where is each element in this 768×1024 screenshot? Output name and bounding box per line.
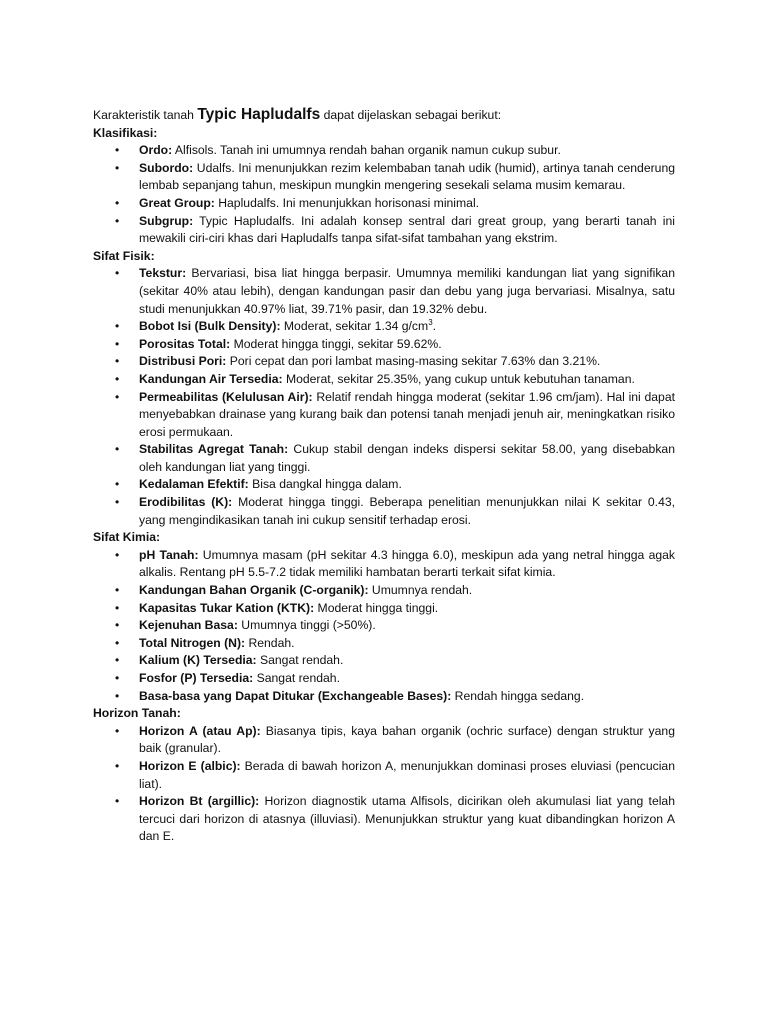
bullet-icon: • — [115, 547, 120, 562]
item-term: Erodibilitas (K): — [139, 495, 233, 510]
item-text: Moderat hingga tinggi, sekitar 59.62%. — [230, 336, 442, 351]
list-item — [93, 600, 675, 618]
list-item — [93, 336, 675, 354]
item-text: Relatif rendah hingga moderat (sekitar 1.96 cm/jam). Hal ini dapat menyebabkan drainase yang kurang baik dan potensi tanah menjadi jenuh air, meningkatkan risiko erosi permukaan. — [139, 389, 675, 439]
item-term: Horizon Bt (argillic): — [139, 794, 260, 809]
list-item — [93, 617, 675, 635]
bullet-icon: • — [115, 143, 120, 158]
item-term: Subgrup: — [139, 213, 194, 228]
bullet-icon: • — [115, 671, 120, 685]
list-item — [93, 476, 675, 494]
item-text: Sangat rendah. — [253, 671, 340, 685]
list-item — [93, 371, 675, 389]
list-item — [93, 353, 675, 371]
item-term: Basa-basa yang Dapat Ditukar (Exchangeable Bases): — [139, 688, 452, 703]
list-item — [93, 142, 675, 160]
item-text: Udalfs. Ini menunjukkan rezim kelembaban tanah udik (humid), artinya tanah cenderung lembab sepanjang tahun, meskipun mungkin mengering sesekali selama musim kemarau. — [139, 160, 675, 193]
item-term: Permeabilitas (Kelulusan Air): — [139, 389, 313, 404]
bullet-list — [93, 723, 675, 846]
list-item — [93, 318, 675, 336]
bullet-icon: • — [115, 495, 120, 510]
bullet-icon: • — [115, 266, 120, 281]
item-superscript: 3 — [428, 318, 433, 328]
list-item — [93, 758, 675, 793]
item-term: Kejenuhan Basa: — [139, 618, 238, 633]
section-title: Horizon Tanah: — [93, 706, 181, 721]
bullet-icon: • — [115, 794, 120, 809]
bullet-icon: • — [115, 653, 120, 668]
list-item — [93, 652, 675, 670]
item-text: Pori cepat dan pori lambat masing-masing sekitar 7.63% dan 3.21%. — [226, 354, 601, 369]
bullet-icon: • — [115, 688, 120, 703]
list-item — [93, 213, 675, 248]
bullet-icon: • — [115, 600, 120, 615]
intro-before: Karakteristik tanah — [93, 108, 198, 122]
list-item — [93, 494, 675, 529]
bullet-icon: • — [115, 336, 120, 351]
item-term: Kedalaman Efektif: — [139, 477, 249, 492]
item-text: Moderat, sekitar 25.35%, yang cukup untuk kebutuhan tanaman. — [282, 371, 635, 386]
bullet-icon: • — [115, 319, 120, 334]
bullet-list — [93, 142, 675, 248]
item-text: Rendah. — [245, 635, 295, 650]
bullet-icon: • — [115, 618, 120, 633]
list-item — [93, 793, 675, 846]
list-item — [93, 635, 675, 653]
item-term: Subordo: — [139, 160, 194, 175]
item-term: Fosfor (P) Tersedia: — [139, 671, 254, 685]
item-term: Horizon E (albic): — [139, 758, 241, 773]
list-item — [93, 195, 675, 213]
item-text: Cukup stabil dengan indeks dispersi sekitar 58.00, yang disebabkan oleh kandungan liat yang tinggi. — [139, 442, 675, 474]
item-term: Ordo: — [139, 143, 173, 158]
list-item — [93, 723, 675, 758]
bullet-icon: • — [115, 583, 120, 598]
section-title: Klasifikasi: — [93, 125, 158, 140]
item-text: Moderat hingga tinggi. — [314, 600, 439, 615]
item-text: Bervariasi, bisa liat hingga berpasir. Umumnya memiliki kandungan liat yang signifikan (sekitar 40% atau lebih), dengan kandungan pasir dan debu yang juga bervariasi. Misalnya, satu studi menunjukkan 40.97% liat, 39.71% pasir, dan 19.32% debu. — [139, 266, 675, 316]
sections-container — [93, 125, 675, 846]
intro-paragraph — [93, 106, 675, 125]
list-item — [93, 160, 675, 195]
item-text: Umumnya tinggi (>50%). — [237, 618, 376, 633]
item-term: Great Group: — [139, 195, 215, 210]
item-text: Horizon diagnostik utama Alfisols, dicirikan oleh akumulasi liat yang telah tercuci dari horizon di atasnya (illuviasi). Menunjukkan struktur yang kuat dibandingkan horizon A dan E. — [139, 794, 675, 844]
item-text: Moderat hingga tinggi. Beberapa penelitian menunjukkan nilai K sekitar 0.43, yang mengindikasikan tanah ini cukup sensitif terhadap erosi. — [139, 495, 676, 527]
bullet-icon: • — [115, 195, 120, 210]
item-text: Biasanya tipis, kaya bahan organik (ochric surface) dengan struktur yang baik (granular). — [139, 723, 675, 756]
bullet-list — [93, 547, 675, 705]
item-text: Berada di bawah horizon A, menunjukkan dominasi proses eluviasi (pencucian liat). — [139, 758, 675, 791]
document-page — [93, 106, 675, 846]
item-term: Distribusi Pori: — [139, 354, 227, 369]
list-item — [93, 582, 675, 600]
item-term: Kapasitas Tukar Kation (KTK): — [139, 600, 315, 615]
bullet-icon: • — [115, 160, 120, 175]
bullet-list — [93, 265, 675, 529]
bullet-icon: • — [115, 389, 120, 404]
item-text: Rendah hingga sedang. — [451, 688, 585, 703]
list-item — [93, 547, 675, 582]
item-text: Alfisols. Tanah ini umumnya rendah bahan organik namun cukup subur. — [172, 143, 561, 158]
item-text-after: . — [432, 319, 437, 334]
list-item — [93, 389, 675, 442]
intro-highlight: Typic Hapludalfs — [197, 106, 321, 123]
list-item — [93, 441, 675, 476]
item-term: pH Tanah: — [139, 547, 199, 562]
bullet-icon: • — [115, 442, 120, 457]
item-term: Kalium (K) Tersedia: — [139, 653, 257, 668]
item-text: Umumnya rendah. — [368, 583, 473, 598]
item-text: Sangat rendah. — [256, 653, 344, 668]
bullet-icon: • — [115, 758, 120, 773]
item-term: Kandungan Air Tersedia: — [139, 371, 283, 386]
item-text: Umumnya masam (pH sekitar 4.3 hingga 6.0), meskipun ada yang netral hingga agak alkalis. Rentang pH 5.5-7.2 tidak memiliki hambatan berarti terkait sifat kimia. — [139, 547, 675, 580]
section-title: Sifat Fisik: — [93, 248, 155, 263]
item-term: Horizon A (atau Ap): — [139, 723, 261, 738]
bullet-icon: • — [115, 723, 120, 738]
bullet-icon: • — [115, 371, 120, 386]
item-text: Moderat, sekitar 1.34 g/cm — [280, 319, 429, 334]
item-term: Bobot Isi (Bulk Density): — [139, 319, 281, 334]
bullet-icon: • — [115, 213, 120, 228]
bullet-icon: • — [115, 635, 120, 650]
item-text: Typic Hapludalfs. Ini adalah konsep sentral dari great group, yang berarti tanah ini mewakili ciri-ciri khas dari Hapludalfs tanpa sifat-sifat tambahan yang ekstrim. — [139, 213, 675, 246]
bullet-icon: • — [115, 477, 120, 492]
bullet-icon: • — [115, 354, 120, 369]
list-item — [93, 265, 675, 318]
item-text: Hapludalfs. Ini menunjukkan horisonasi minimal. — [214, 195, 480, 210]
item-term: Total Nitrogen (N): — [139, 635, 246, 650]
item-term: Tekstur: — [139, 266, 187, 281]
intro-after: dapat dijelaskan sebagai berikut: — [320, 108, 502, 122]
item-term: Porositas Total: — [139, 336, 231, 351]
section-title: Sifat Kimia: — [93, 530, 161, 545]
list-item — [93, 688, 675, 706]
list-item — [93, 670, 675, 688]
item-text: Bisa dangkal hingga dalam. — [248, 477, 402, 492]
item-term: Stabilitas Agregat Tanah: — [139, 442, 289, 457]
item-term: Kandungan Bahan Organik (C-organik): — [139, 583, 369, 598]
